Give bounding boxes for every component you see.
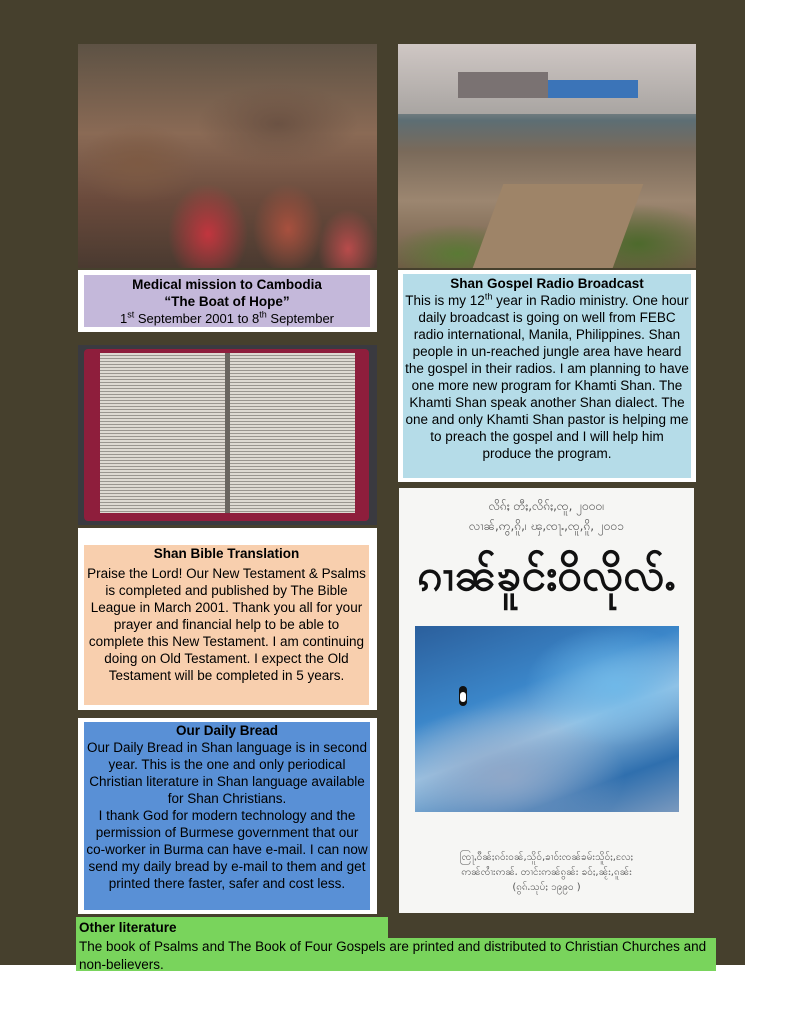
book-cover-footer-3: (ၵွၵ်ႉသုပ်ႈ ၁၉၉၀ ) bbox=[512, 882, 581, 893]
book-cover-line-2: လၢၼ်,ဢွ,ၵိူ,၊ ၾ,ၸႃႉ,ၸူ,ၵိူ, ၂၀၀၁ bbox=[468, 519, 625, 533]
daily-bread-title: Our Daily Bread bbox=[175, 723, 279, 738]
daily-bread-text-1: Our Daily Bread in Shan language is in second year. This is the one and only periodical Christian literature in Shan language available for Shan Christians. bbox=[87, 740, 367, 806]
medical-mission-date: 1st September 2001 to 8th September bbox=[120, 309, 334, 326]
book-cover-footer-1: ၸြႃႇဝီၼ်ႈၵဝ်းဝၼ်,သိူဝ်,ၶၢဝ်းၸၼ်ၶမ်းသိူဝ်ႈ,လႄႈ bbox=[459, 852, 634, 863]
other-literature-text: The book of Psalms and The Book of Four Gospels are printed and distributed to Christian Churches and non-believers. bbox=[79, 939, 707, 972]
bible-photo bbox=[78, 345, 377, 525]
daily-bread-book-cover bbox=[399, 488, 694, 913]
radio-panel bbox=[403, 274, 691, 478]
other-literature-title-box bbox=[76, 917, 388, 938]
iceberg-penguin-image bbox=[415, 626, 679, 812]
book-cover-title: ၵၢၼ်ၶူင်းဝိလိုလ်ႉ bbox=[417, 550, 676, 601]
book-cover-footer-2: ဢၼ်ၸၢႆးဢၼ်ႉ တၢင်းဢၼ်ၵွၼ်း ၶဝ်ႈ,ၼႂ်း,ၵူၼ်း bbox=[461, 867, 632, 878]
other-literature-title: Other literature bbox=[79, 920, 177, 935]
book-cover-line-1: လိၵ်ႈ တီႈ,လိၵ်ႈ,ၸူ, ၂၀၀၀၊ bbox=[488, 499, 605, 513]
daily-bread-panel bbox=[84, 722, 370, 910]
medical-mission-panel bbox=[84, 275, 370, 327]
cambodia-mission-photo bbox=[78, 44, 377, 268]
daily-bread-text-2: I thank God for modern technology and the permission of Burmese government that our co-worker in Burma can have e-mail. I can now send my daily bread by e-mail to them and get printed there faster, safer and cost less. bbox=[86, 808, 368, 891]
market-photo bbox=[398, 44, 696, 268]
radio-title: Shan Gospel Radio Broadcast bbox=[450, 276, 644, 291]
medical-mission-subtitle: “The Boat of Hope” bbox=[164, 294, 290, 309]
bible-translation-title: Shan Bible Translation bbox=[153, 546, 300, 561]
bible-translation-text: Praise the Lord! Our New Testament & Psalms is completed and published by The Bible League in March 2001. Thank you all for your prayer and financial help to be able to complete this New Testament. I am continuing doing on Old Testament. I expect the Old Testament will be completed in 5 years. bbox=[87, 566, 366, 683]
other-literature-text-box bbox=[76, 938, 716, 971]
bible-translation-panel bbox=[84, 545, 369, 705]
medical-mission-title: Medical mission to Cambodia bbox=[132, 277, 322, 292]
radio-text: This is my 12th year in Radio ministry. One hour daily broadcast is going on well from FEBC radio international, Manila, Philippines. Shan people in un-reached jungle area have heard the gospel in their radios. I am planning to have one more new program for Khamti Shan. The Khamti Shan speak another Shan dialect. The one and only Khamti Shan pastor is helping me to preach the gospel and I will help him produce the program. bbox=[405, 291, 689, 461]
